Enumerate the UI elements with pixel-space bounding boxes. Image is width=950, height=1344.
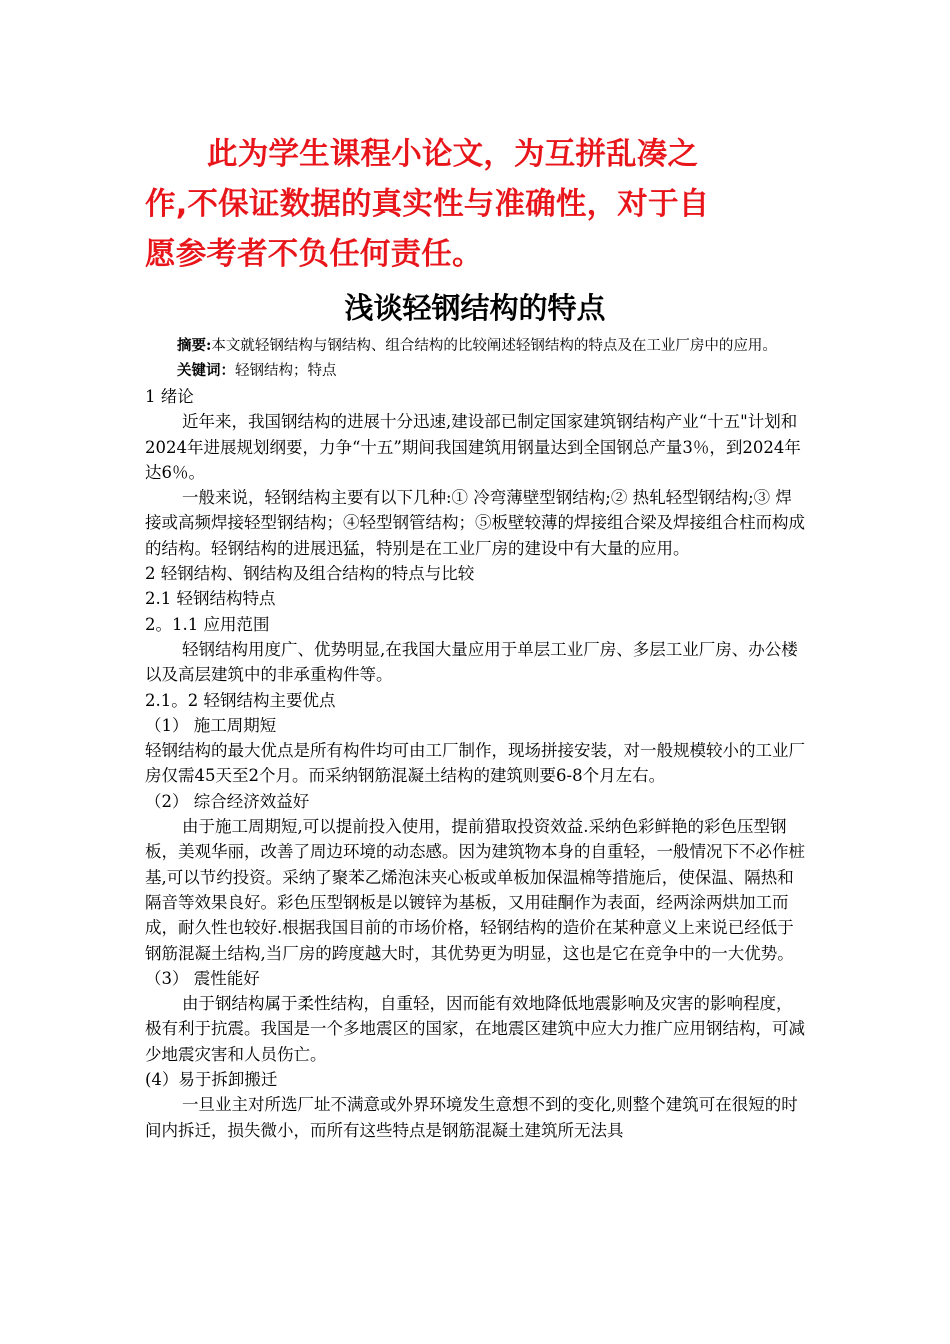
keywords	[145, 358, 805, 384]
item-2-paragraph: 由于施工周期短,可以提前投入使用，提前猎取投资效益.采纳色彩鲜艳的彩色压型钢板，美观华丽，改善了周边环境的动态感。因为建筑物本身的自重轻，一般情况下不必作桩基,可以节约投资。采纳了聚苯乙烯泡沫夹心板或单板加保温棉等措施后，使保温、隔热和隔音等效果良好。彩色压型钢板是以镀锌为基板，又用硅酮作为表面，经两涂两烘加工而成，耐久性也较好.根据我国目前的市场价格，轻钢结构的造价在某种意义上来说已经低于钢筋混凝土结构,当厂房的跨度越大时，其优势更为明显，这也是它在竞争中的一大优势。	[145, 817, 805, 963]
abstract-label: 摘要:	[177, 337, 212, 354]
disclaimer-line-3: 愿参考者不负任何责任。	[145, 237, 483, 272]
keywords-text: 轻钢结构；特点	[235, 363, 337, 379]
body-text	[145, 384, 805, 1143]
section-2-1-1-paragraph: 轻钢结构用度广、优势明显,在我国大量应用于单层工业厂房、多层工业厂房、办公楼以及高层建筑中的非承重构件等。	[145, 639, 798, 685]
item-4-paragraph: 一旦业主对所选厂址不满意或外界环境发生意想不到的变化,则整个建筑可在很短的时间内拆迁，损失微小，而所有这些特点是钢筋混凝土建筑所无法具	[145, 1095, 798, 1140]
section-1-paragraph-2: 一般来说，轻钢结构主要有以下几种:① 冷弯薄壁型钢结构;② 热轧轻型钢结构;③ 焊接或高频焊接轻型钢结构；④轻型钢管结构；⑤板壁较薄的焊接组合梁及焊接组合柱而构成的结构。轻钢结构的进展迅猛，特别是在工业厂房的建设中有大量的应用。	[145, 488, 805, 558]
section-2-1-2-heading: 2.1。2 轻钢结构主要优点	[145, 690, 336, 710]
section-1-paragraph-1: 近年来，我国钢结构的进展十分迅速,建设部已制定国家建筑钢结构产业“十五"计划和2024年进展规划纲要，力争“十五”期间我国建筑用钢量达到全国钢总产量3％，到2024年达6％。	[145, 412, 801, 482]
disclaimer-notice	[145, 130, 805, 280]
item-1-paragraph: 轻钢结构的最大优点是所有构件均可由工厂制作，现场拼接安装，对一般规模较小的工业厂房仅需45天至2个月。而采纳钢筋混凝土结构的建筑则要6-8个月左右。	[145, 741, 805, 786]
disclaimer-line-2: 作,不保证数据的真实性与准确性，对于自	[145, 187, 710, 222]
abstract-text: 本文就轻钢结构与钢结构、组合结构的比较阐述轻钢结构的特点及在工业厂房中的应用。	[211, 338, 777, 354]
item-2-heading: （2） 综合经济效益好	[145, 791, 310, 811]
item-1-heading: （1） 施工周期短	[145, 715, 277, 735]
item-3-paragraph: 由于钢结构属于柔性结构，自重轻，因而能有效地降低地震影响及灾害的影响程度，极有利于抗震。我国是一个多地震区的国家，在地震区建筑中应大力推广应用钢结构，可减少地震灾害和人员伤亡。	[145, 994, 805, 1064]
abstract	[145, 334, 805, 358]
section-2-1-1-heading: 2。1.1 应用范围	[145, 614, 270, 634]
section-2-heading: 2 轻钢结构、钢结构及组合结构的特点与比较	[145, 564, 475, 584]
section-2-1-heading: 2.1 轻钢结构特点	[145, 589, 276, 609]
document-page	[145, 125, 805, 1143]
disclaimer-line-1: 此为学生课程小论文，为互拼乱凑之	[207, 137, 699, 172]
keywords-label: 关键词：	[177, 362, 235, 379]
document-title: 浅谈轻钢结构的特点	[344, 291, 606, 325]
item-4-heading: (4）易于拆卸搬迁	[145, 1070, 278, 1090]
section-1-heading: 1 绪论	[145, 387, 194, 406]
item-3-heading: （3） 震性能好	[145, 968, 260, 988]
